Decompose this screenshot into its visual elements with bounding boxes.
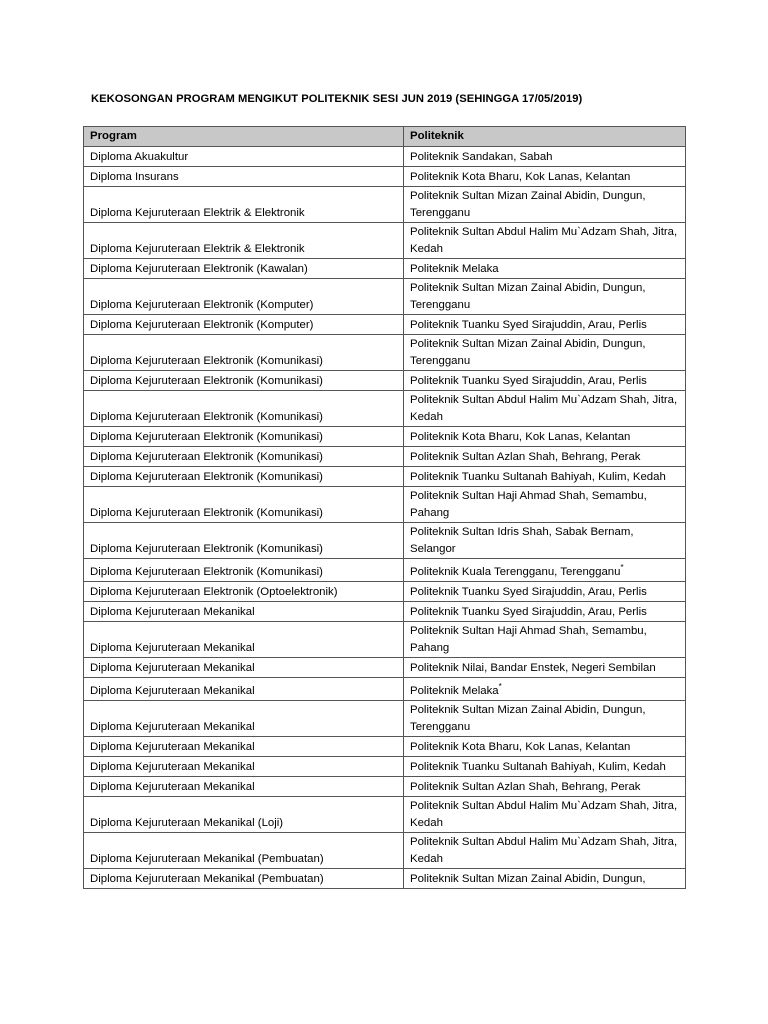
politeknik-cell	[404, 487, 686, 523]
table-row	[84, 223, 686, 259]
politeknik-name: Politeknik Sultan Mizan Zainal Abidin, Dungun, Terengganu	[410, 190, 646, 219]
table-row	[84, 315, 686, 335]
politeknik-name: Politeknik Kota Bharu, Kok Lanas, Kelantan	[410, 740, 631, 753]
table-row	[84, 736, 686, 756]
politeknik-cell	[404, 187, 686, 223]
politeknik-cell	[404, 427, 686, 447]
program-cell: Diploma Kejuruteraan Mekanikal	[84, 756, 404, 776]
table-row	[84, 335, 686, 371]
table-row	[84, 371, 686, 391]
table-row	[84, 487, 686, 523]
politeknik-name: Politeknik Sultan Mizan Zainal Abidin, Dungun, Terengganu	[410, 703, 646, 733]
table-header-row	[84, 127, 686, 147]
table-row	[84, 427, 686, 447]
politeknik-name: Politeknik Sultan Abdul Halim Mu`Adzam Shah, Jitra, Kedah	[410, 226, 678, 255]
politeknik-name: Politeknik Kuala Terengganu, Terengganu	[410, 565, 621, 578]
politeknik-name: Politeknik Sultan Abdul Halim Mu`Adzam Shah, Jitra, Kedah	[410, 835, 678, 865]
politeknik-cell	[404, 447, 686, 467]
footnote-mark: *	[620, 563, 624, 572]
politeknik-cell	[404, 796, 686, 832]
politeknik-name: Politeknik Tuanku Syed Sirajuddin, Arau, Perlis	[410, 585, 647, 598]
program-cell: Diploma Kejuruteraan Elektronik (Komunikasi)	[84, 391, 404, 427]
politeknik-cell	[404, 700, 686, 736]
politeknik-name: Politeknik Sultan Azlan Shah, Behrang, Perak	[410, 780, 641, 793]
politeknik-cell	[404, 167, 686, 187]
politeknik-cell	[404, 776, 686, 796]
program-cell: Diploma Kejuruteraan Mekanikal (Pembuatan)	[84, 868, 404, 888]
politeknik-cell	[404, 147, 686, 167]
program-cell: Diploma Kejuruteraan Mekanikal	[84, 657, 404, 677]
politeknik-name: Politeknik Sultan Mizan Zainal Abidin, Dungun,	[410, 872, 646, 885]
politeknik-cell	[404, 736, 686, 756]
politeknik-cell	[404, 371, 686, 391]
program-cell: Diploma Kejuruteraan Elektronik (Komunikasi)	[84, 447, 404, 467]
table-row	[84, 467, 686, 487]
politeknik-name: Politeknik Tuanku Sultanah Bahiyah, Kulim, Kedah	[410, 760, 666, 773]
politeknik-name: Politeknik Tuanku Sultanah Bahiyah, Kulim, Kedah	[410, 471, 666, 483]
program-cell: Diploma Kejuruteraan Elektronik (Kawalan)	[84, 259, 404, 279]
page-title: KEKOSONGAN PROGRAM MENGIKUT POLITEKNIK SESI JUN 2019 (SEHINGGA 17/05/2019)	[91, 93, 583, 105]
table-row	[84, 259, 686, 279]
header-politeknik: Politeknik	[404, 127, 686, 147]
politeknik-name: Politeknik Melaka	[410, 263, 499, 275]
politeknik-cell	[404, 279, 686, 315]
table-row	[84, 796, 686, 832]
program-cell: Diploma Kejuruteraan Elektronik (Komunikasi)	[84, 427, 404, 447]
politeknik-cell	[404, 601, 686, 621]
table-row	[84, 621, 686, 657]
politeknik-cell	[404, 868, 686, 888]
politeknik-cell	[404, 391, 686, 427]
table-row	[84, 776, 686, 796]
politeknik-cell	[404, 832, 686, 868]
table-row	[84, 601, 686, 621]
program-cell: Diploma Kejuruteraan Elektronik (Komunikasi)	[84, 467, 404, 487]
table-row	[84, 559, 686, 582]
table-row	[84, 832, 686, 868]
program-cell: Diploma Kejuruteraan Mekanikal (Pembuatan)	[84, 832, 404, 868]
politeknik-cell	[404, 621, 686, 657]
program-cell: Diploma Kejuruteraan Elektronik (Komunikasi)	[84, 487, 404, 523]
politeknik-name: Politeknik Sultan Haji Ahmad Shah, Semambu, Pahang	[410, 624, 647, 654]
politeknik-name: Politeknik Sultan Haji Ahmad Shah, Semambu, Pahang	[410, 490, 647, 519]
program-cell: Diploma Insurans	[84, 167, 404, 187]
table-row	[84, 868, 686, 888]
politeknik-name: Politeknik Nilai, Bandar Enstek, Negeri Sembilan	[410, 661, 656, 674]
politeknik-name: Politeknik Melaka	[410, 684, 499, 697]
program-cell: Diploma Kejuruteraan Mekanikal (Loji)	[84, 796, 404, 832]
politeknik-name: Politeknik Sultan Idris Shah, Sabak Bernam, Selangor	[410, 526, 634, 555]
footnote-mark: *	[498, 681, 502, 691]
table-body	[84, 147, 686, 889]
politeknik-name: Politeknik Tuanku Syed Sirajuddin, Arau, Perlis	[410, 319, 647, 331]
politeknik-cell	[404, 657, 686, 677]
politeknik-name: Politeknik Tuanku Syed Sirajuddin, Arau, Perlis	[410, 375, 647, 387]
politeknik-name: Politeknik Tuanku Syed Sirajuddin, Arau, Perlis	[410, 605, 647, 618]
table-row	[84, 279, 686, 315]
politeknik-cell	[404, 259, 686, 279]
header-program: Program	[84, 127, 404, 147]
table-row	[84, 756, 686, 776]
program-cell: Diploma Kejuruteraan Elektronik (Komputer)	[84, 315, 404, 335]
table-row	[84, 523, 686, 559]
table-row	[84, 700, 686, 736]
table-row	[84, 391, 686, 427]
politeknik-cell	[404, 677, 686, 700]
table-row	[84, 447, 686, 467]
program-cell: Diploma Kejuruteraan Mekanikal	[84, 776, 404, 796]
table-row	[84, 657, 686, 677]
program-cell: Diploma Kejuruteraan Elektronik (Komputer)	[84, 279, 404, 315]
program-cell: Diploma Kejuruteraan Elektronik (Komunikasi)	[84, 523, 404, 559]
program-table	[83, 126, 686, 889]
politeknik-name: Politeknik Sultan Mizan Zainal Abidin, Dungun, Terengganu	[410, 338, 646, 367]
program-cell: Diploma Kejuruteraan Elektronik (Optoelektronik)	[84, 581, 404, 601]
politeknik-cell	[404, 335, 686, 371]
program-cell: Diploma Kejuruteraan Mekanikal	[84, 601, 404, 621]
program-cell: Diploma Kejuruteraan Mekanikal	[84, 736, 404, 756]
table-row	[84, 677, 686, 700]
table-row	[84, 187, 686, 223]
table-row	[84, 581, 686, 601]
program-cell: Diploma Kejuruteraan Elektronik (Komunikasi)	[84, 559, 404, 582]
table-row	[84, 167, 686, 187]
politeknik-cell	[404, 467, 686, 487]
program-cell: Diploma Kejuruteraan Elektrik & Elektronik	[84, 223, 404, 259]
program-cell: Diploma Kejuruteraan Elektrik & Elektronik	[84, 187, 404, 223]
politeknik-name: Politeknik Sultan Mizan Zainal Abidin, Dungun, Terengganu	[410, 282, 646, 311]
program-cell: Diploma Kejuruteraan Mekanikal	[84, 700, 404, 736]
table-row	[84, 147, 686, 167]
program-cell: Diploma Akuakultur	[84, 147, 404, 167]
politeknik-name: Politeknik Kota Bharu, Kok Lanas, Kelantan	[410, 431, 631, 443]
program-cell: Diploma Kejuruteraan Mekanikal	[84, 677, 404, 700]
politeknik-cell	[404, 523, 686, 559]
politeknik-name: Politeknik Sultan Abdul Halim Mu`Adzam Shah, Jitra, Kedah	[410, 394, 678, 423]
politeknik-name: Politeknik Sultan Azlan Shah, Behrang, Perak	[410, 451, 641, 463]
program-cell: Diploma Kejuruteraan Elektronik (Komunikasi)	[84, 335, 404, 371]
politeknik-cell	[404, 559, 686, 582]
politeknik-cell	[404, 756, 686, 776]
politeknik-cell	[404, 315, 686, 335]
program-cell: Diploma Kejuruteraan Elektronik (Komunikasi)	[84, 371, 404, 391]
politeknik-cell	[404, 223, 686, 259]
politeknik-name: Politeknik Kota Bharu, Kok Lanas, Kelantan	[410, 171, 631, 183]
politeknik-name: Politeknik Sultan Abdul Halim Mu`Adzam Shah, Jitra, Kedah	[410, 799, 678, 829]
program-cell: Diploma Kejuruteraan Mekanikal	[84, 621, 404, 657]
politeknik-name: Politeknik Sandakan, Sabah	[410, 151, 553, 163]
politeknik-cell	[404, 581, 686, 601]
